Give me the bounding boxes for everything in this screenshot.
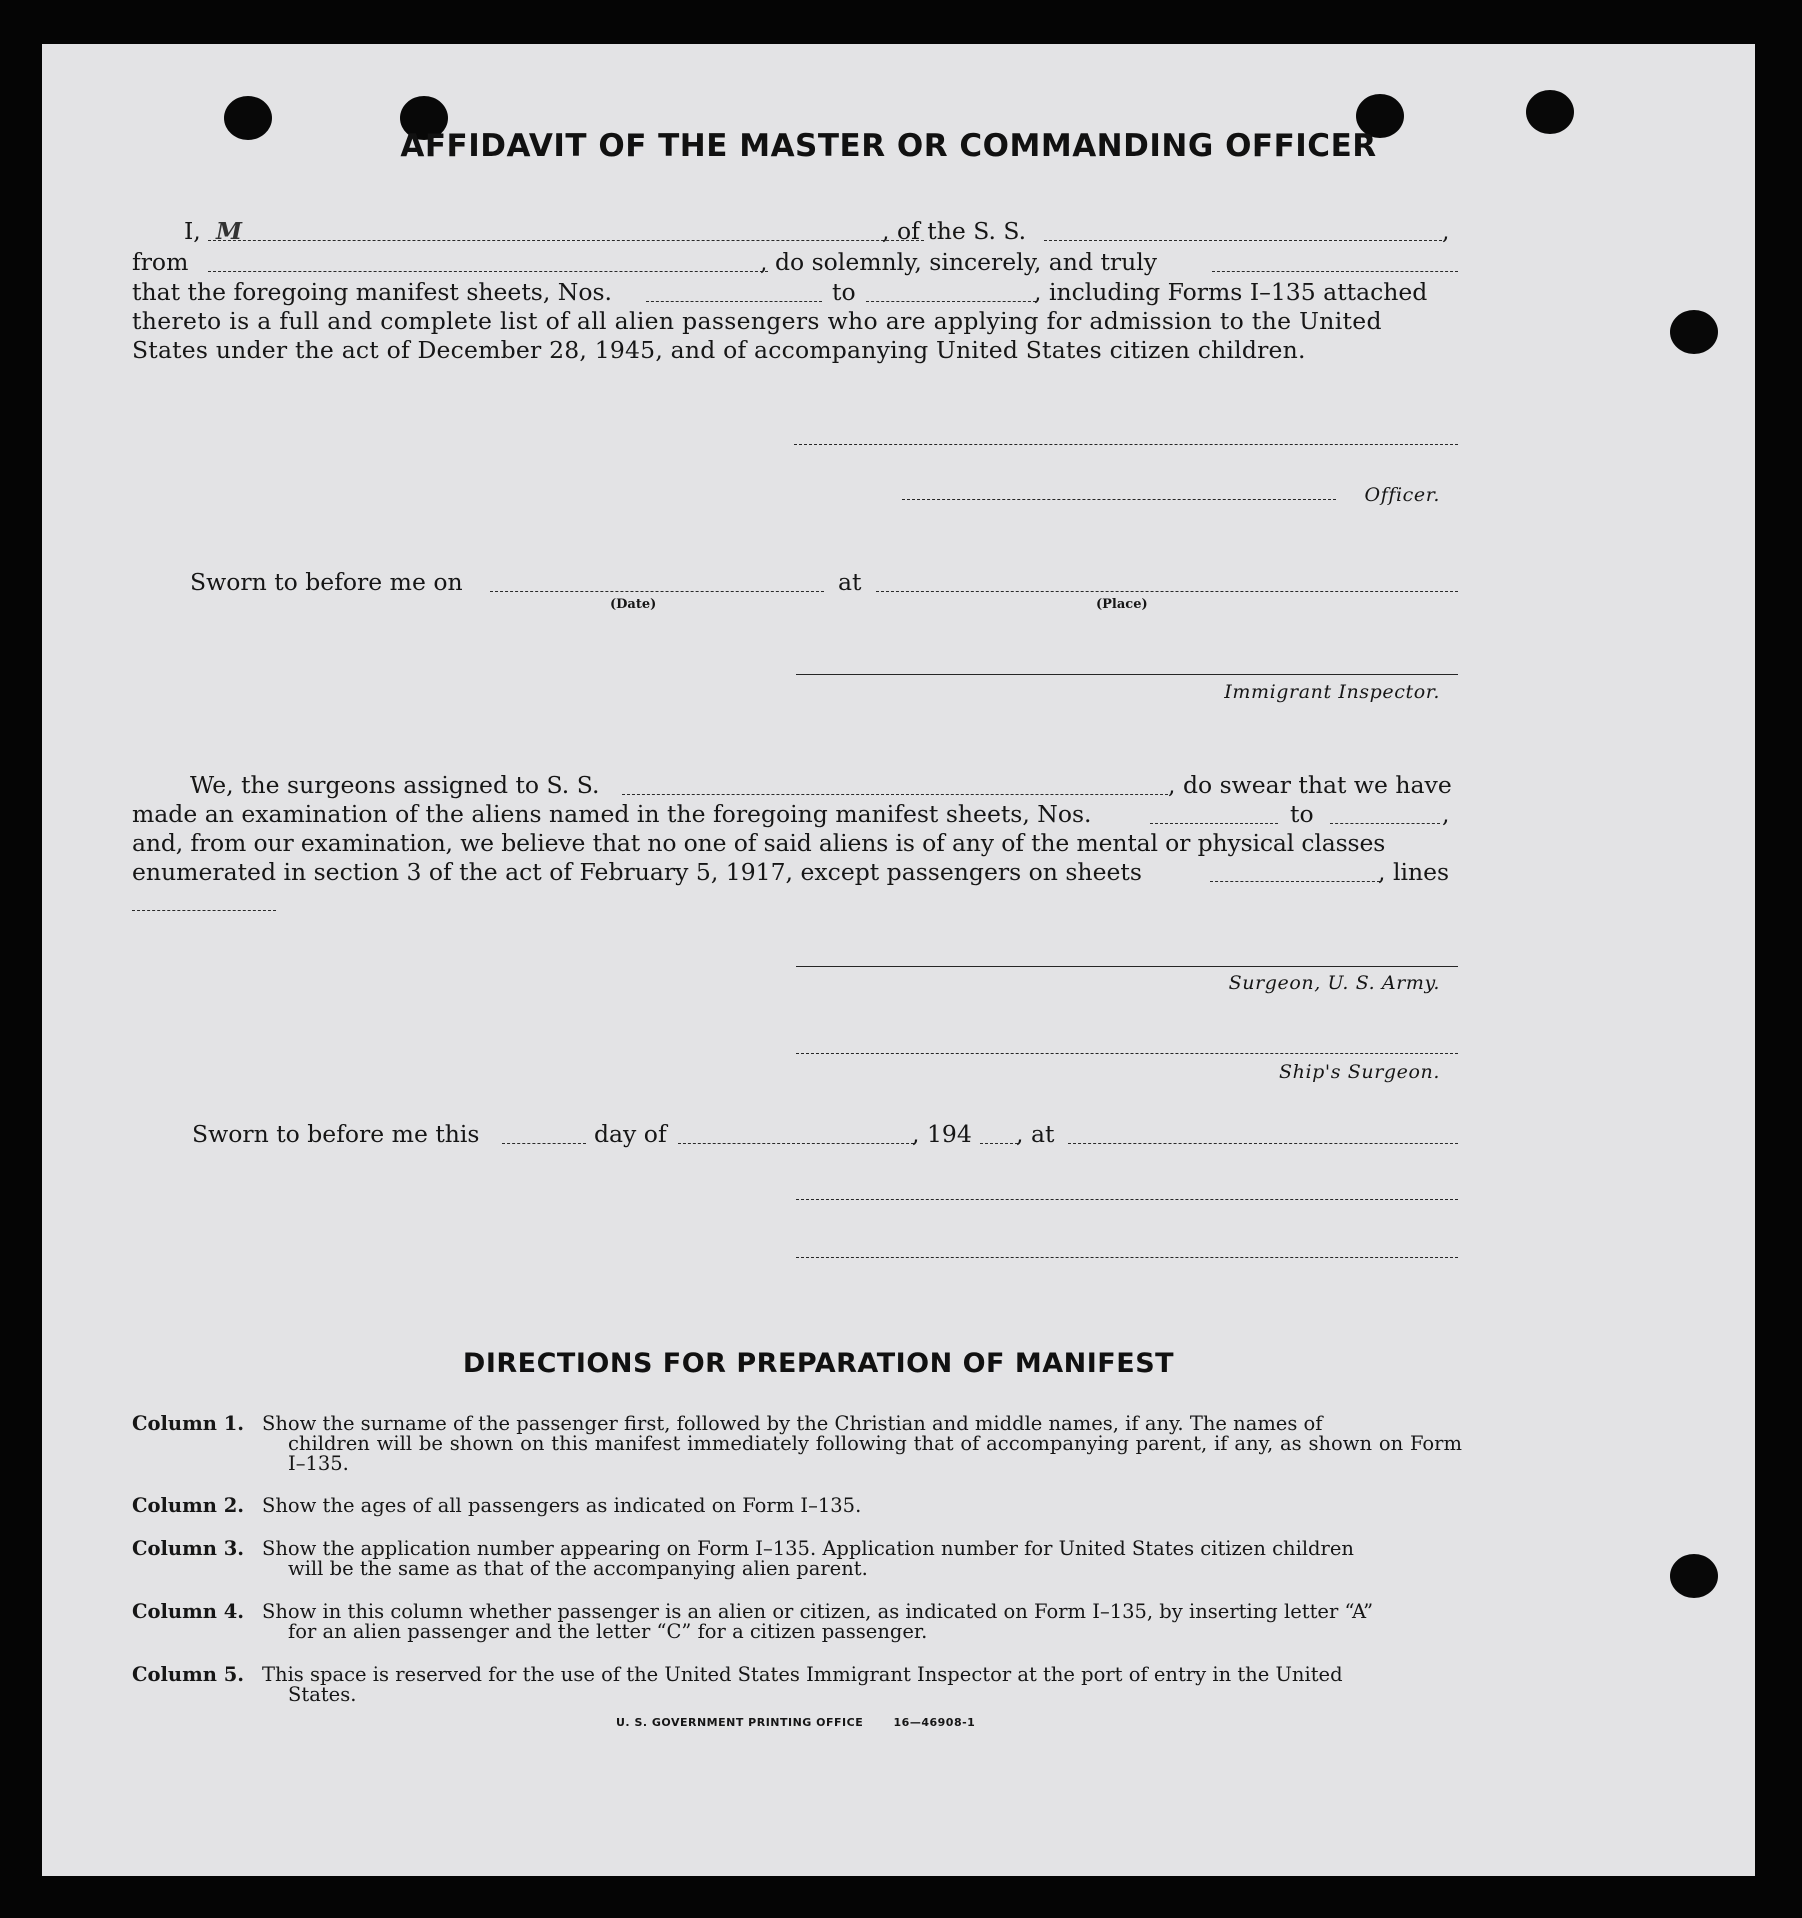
affidavit-line5: States under the act of December 28, 1945, and of accompanying United States citizen children. — [132, 336, 1306, 364]
affidavit-title: AFFIDAVIT OF THE MASTER OR COMMANDING OFFICER — [400, 128, 1377, 164]
affidavit-line2-solemnly: , do solemnly, sincerely, and truly — [760, 248, 1158, 276]
master-name-field[interactable] — [208, 240, 924, 241]
sworn-at2: , at — [1016, 1120, 1055, 1148]
direction-label: Column 4. — [132, 1600, 245, 1623]
direction-text-cont: will be the same as that of the accompanying alien parent. — [288, 1557, 868, 1580]
surgeons-line1-swear: , do swear that we have — [1168, 771, 1452, 799]
official-title-line[interactable] — [796, 1257, 1458, 1258]
affirm-field[interactable] — [1212, 271, 1458, 272]
place-caption: (Place) — [1096, 597, 1148, 612]
direction-label: Column 3. — [132, 1537, 245, 1560]
sheets-from-field[interactable] — [646, 301, 822, 302]
sworn-year: , 194 — [912, 1120, 972, 1148]
surgeons-line3: and, from our examination, we believe that no one of said aliens is of any of the mental or physical classes — [132, 829, 1386, 857]
sworn-place-field[interactable] — [876, 591, 1458, 592]
affidavit-line2-from: from — [132, 248, 189, 276]
surgeons-line1: We, the surgeons assigned to S. S. — [190, 771, 600, 799]
except-sheets-field[interactable] — [1210, 881, 1380, 882]
form-code: 16—46908-1 — [893, 1716, 976, 1729]
sworn-day-of: day of — [594, 1120, 667, 1148]
directions-title: DIRECTIONS FOR PREPARATION OF MANIFEST — [462, 1348, 1175, 1379]
punch-hole — [1670, 310, 1718, 354]
ship-surgeon-signature-line[interactable] — [796, 1053, 1458, 1054]
surgeons-line4: enumerated in section 3 of the act of February 5, 1917, except passengers on sheets — [132, 858, 1142, 886]
surgeons-ship-field[interactable] — [622, 794, 1168, 795]
affidavit-line3-to: to — [832, 278, 856, 306]
affidavit-line1-ss: , of the S. S. — [882, 217, 1027, 245]
sheets-to-field[interactable] — [866, 301, 1036, 302]
official-signature-line[interactable] — [796, 1199, 1458, 1200]
master-signature-line[interactable] — [794, 444, 1458, 445]
sworn-day-field[interactable] — [502, 1143, 586, 1144]
surgeons-sheets-to-field[interactable] — [1330, 823, 1440, 824]
affidavit-line4: thereto is a full and complete list of all alien passengers who are applying for admission to the United — [132, 307, 1382, 335]
officer-title-line[interactable] — [902, 499, 1336, 500]
from-port-field[interactable] — [208, 271, 768, 272]
sworn-at: at — [838, 568, 862, 596]
direction-text: Show the ages of all passengers as indicated on Form I–135. — [262, 1494, 862, 1517]
affidavit-line3: that the foregoing manifest sheets, Nos. — [132, 278, 613, 306]
direction-text: This space is reserved for the use of the United States Immigrant Inspector at the port of entry in the United — [262, 1663, 1343, 1686]
date-caption: (Date) — [610, 597, 657, 612]
direction-label: Column 2. — [132, 1494, 245, 1517]
direction-text: Show the application number appearing on Form I–135. Application number for United States citizen children — [262, 1537, 1354, 1560]
inspector-signature-line[interactable] — [796, 674, 1458, 675]
surgeons-line2-to: to — [1290, 800, 1314, 828]
comma: , — [1442, 217, 1450, 245]
direction-text: Show in this column whether passenger is an alien or citizen, as indicated on Form I–135, by inserting letter “A” — [262, 1600, 1374, 1623]
form-sheet — [42, 44, 1755, 1876]
handwritten-mark: M — [216, 217, 243, 245]
ship-surgeon-caption: Ship's Surgeon. — [1279, 1061, 1440, 1083]
sworn-date-field[interactable] — [490, 591, 824, 592]
army-surgeon-signature-line[interactable] — [796, 966, 1458, 967]
direction-text: Show the surname of the passenger first, followed by the Christian and middle names, if any. The names of — [262, 1412, 1323, 1435]
direction-text-cont: children will be shown on this manifest immediately following that of accompanying parent, if any, as shown on Form I–135. — [288, 1432, 1462, 1475]
sworn-before-on: Sworn to before me on — [190, 568, 463, 596]
sworn-this: Sworn to before me this — [192, 1120, 480, 1148]
ship-name-field[interactable] — [1044, 240, 1442, 241]
printer-name: U. S. GOVERNMENT PRINTING OFFICE — [616, 1716, 864, 1729]
surgeons-line4-lines: , lines — [1378, 858, 1450, 886]
army-surgeon-caption: Surgeon, U. S. Army. — [1228, 972, 1440, 994]
comma: , — [1442, 800, 1450, 828]
sworn-year-field[interactable] — [980, 1143, 1018, 1144]
inspector-caption: Immigrant Inspector. — [1224, 681, 1440, 703]
punch-hole — [1670, 1554, 1718, 1598]
sworn-month-field[interactable] — [678, 1143, 914, 1144]
affidavit-line3-forms: , including Forms I–135 attached — [1034, 278, 1428, 306]
except-lines-field[interactable] — [132, 910, 276, 911]
officer-caption: Officer. — [1364, 484, 1440, 506]
direction-text-cont: for an alien passenger and the letter “C” for a citizen passenger. — [288, 1620, 928, 1643]
affidavit-line1-start: I, — [184, 217, 201, 245]
surgeons-line2: made an examination of the aliens named in the foregoing manifest sheets, Nos. — [132, 800, 1092, 828]
printer-imprint — [616, 1716, 975, 1729]
surgeons-sheets-from-field[interactable] — [1150, 823, 1278, 824]
direction-label: Column 5. — [132, 1663, 245, 1686]
sworn-place2-field[interactable] — [1068, 1143, 1458, 1144]
direction-text-cont: States. — [288, 1683, 357, 1706]
direction-label: Column 1. — [132, 1412, 245, 1435]
